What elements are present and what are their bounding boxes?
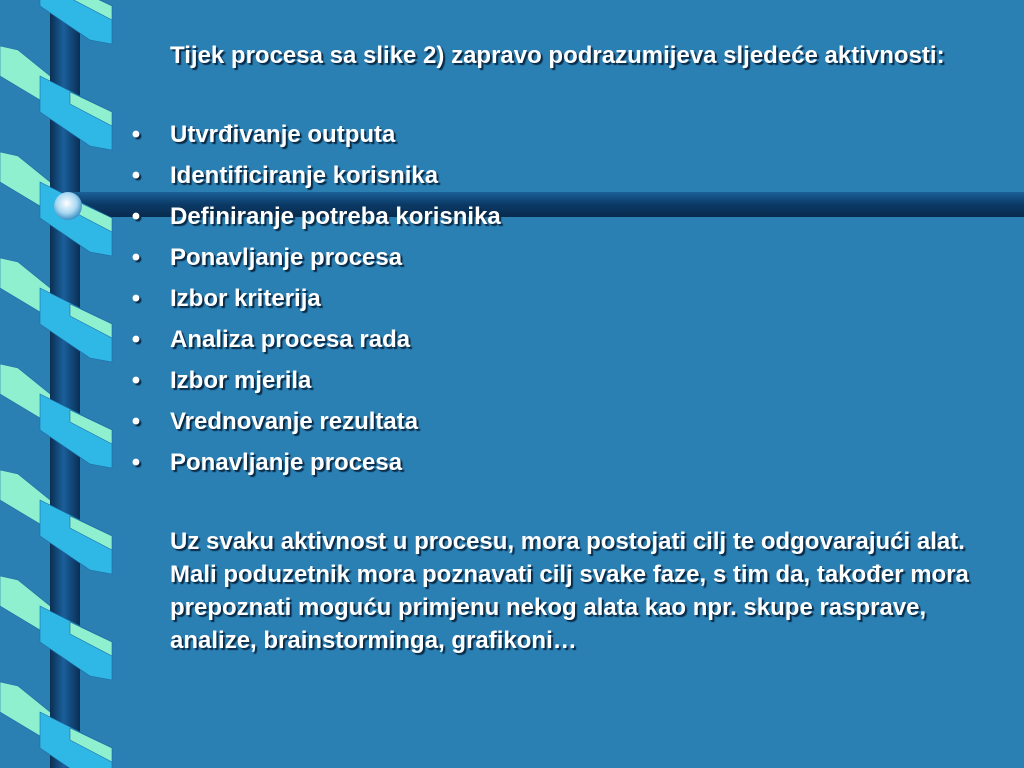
bullet-dot: • xyxy=(131,162,141,189)
list-item-text: Identificiranje korisnika xyxy=(170,162,439,189)
list-item xyxy=(126,196,501,237)
list-item-text: Vrednovanje rezultata xyxy=(170,408,419,435)
bullet-dot: • xyxy=(131,326,141,353)
list-item-text: Ponavljanje procesa xyxy=(170,449,403,476)
list-item xyxy=(126,278,501,319)
list-item xyxy=(126,401,501,442)
list-item-text: Analiza procesa rada xyxy=(170,326,411,353)
bullet-dot: • xyxy=(131,203,141,230)
bullet-dot: • xyxy=(131,367,141,394)
summary-paragraph: Uz svaku aktivnost u procesu, mora postojati cilj te odgovarajući alat. Mali poduzetnik mora poznavati cilj svake faze, s tim da, također mora prepoznati moguću primjenu nekog alata kao npr. skupe rasprave, analize, brainstorminga, grafikoni… xyxy=(170,528,969,654)
list-item-text: Definiranje potreba korisnika xyxy=(170,203,501,230)
bullet-dot: • xyxy=(131,121,141,148)
list-item xyxy=(126,360,501,401)
list-item xyxy=(126,114,501,155)
bullet-dot: • xyxy=(131,449,141,476)
list-item xyxy=(126,155,501,196)
bullet-dot: • xyxy=(131,285,141,312)
list-item-text: Ponavljanje procesa xyxy=(170,244,403,271)
list-item xyxy=(126,442,501,483)
list-item-text: Izbor mjerila xyxy=(170,367,312,394)
list-item xyxy=(126,237,501,278)
list-item-text: Izbor kriterija xyxy=(170,285,321,312)
bullet-dot: • xyxy=(131,408,141,435)
list-item-text: Utvrđivanje outputa xyxy=(170,121,396,148)
intro-text: Tijek procesa sa slike 2) zapravo podrazumijeva sljedeće aktivnosti: xyxy=(170,42,945,69)
bullet-dot: • xyxy=(131,244,141,271)
activity-list xyxy=(126,114,501,483)
list-item xyxy=(126,319,501,360)
